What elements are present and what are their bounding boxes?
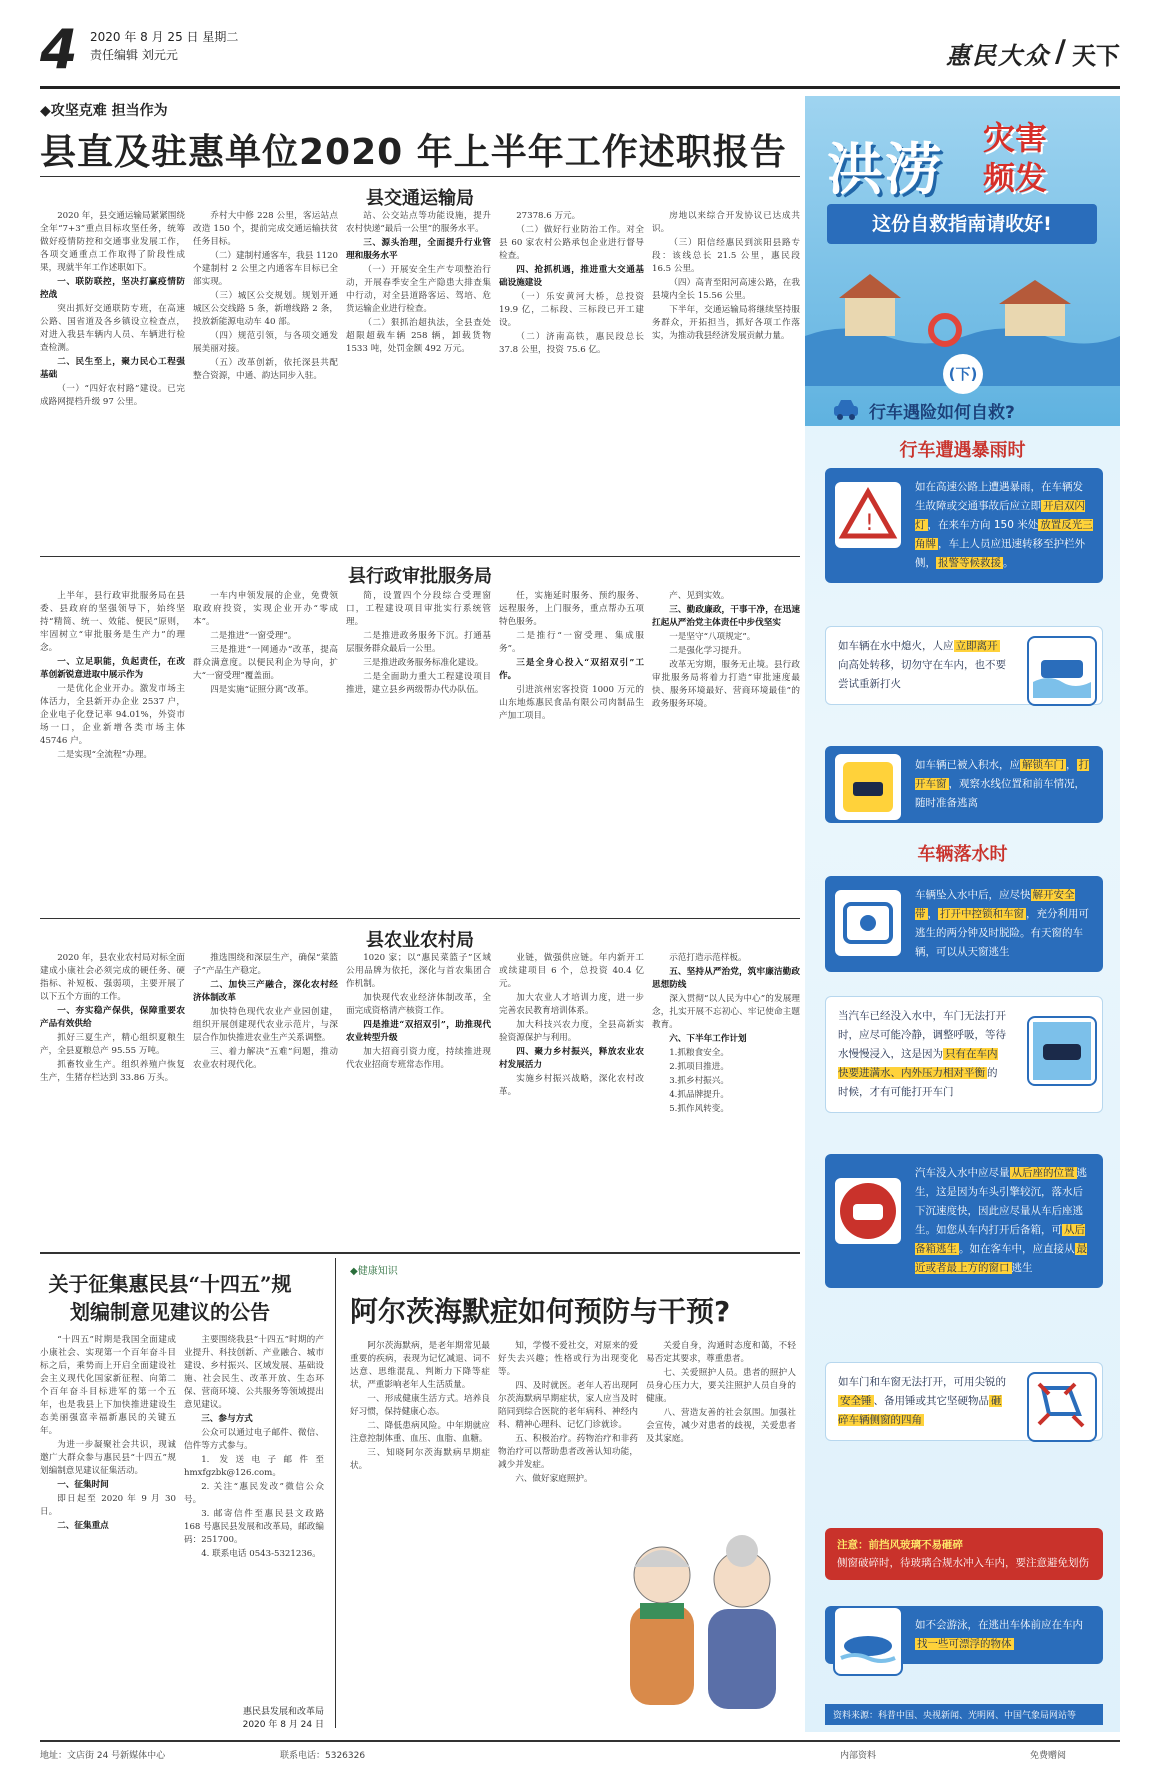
dept2-column-3 <box>346 590 491 910</box>
panel-title-side-1: 灾害 <box>983 119 1048 157</box>
paragraph: 四是实施“证照分离”改革。 <box>210 685 314 695</box>
health-kicker: ◆健康知识 <box>350 1266 398 1277</box>
warning-label: 注意：前挡风玻璃不易砸碎 <box>837 1539 963 1551</box>
svg-text:!: ! <box>865 511 874 536</box>
paragraph: 推选围绕和深层生产，确保“菜篮子”产品生产稳定。 <box>193 953 338 976</box>
tip-highlight: 开启双闪灯 <box>915 500 1085 531</box>
paragraph: 实施乡村振兴战略，深化农村改革。 <box>499 1074 644 1097</box>
paragraph: 二是推行“一窗受理、集成服务”。 <box>499 631 644 654</box>
tip-text: 的时候，才有可能打开车门 <box>838 1067 998 1098</box>
paragraph: “十四五”时期是我国全面建成小康社会、实现第一个百年奋斗目标之后，乘势而上开启全面建设社会主义现代化国家新征程、向第二个百年奋斗目标进军的第一个五年，也是我县上下加快推进建设生态美丽强富幸福新惠民的关键五年。 <box>40 1335 176 1436</box>
paragraph: 一是坚守“八项规定”。 <box>669 632 756 642</box>
paragraph: 站、公交站点等功能设施，提升农村快递“最后一公里”的服务水平。 <box>346 211 491 234</box>
tip-highlight: 打开中控锁和车窗 <box>940 908 1024 920</box>
paragraph: 一是优化企业开办。激发市场主体活力，全县新开办企业 2537 户，企业电子化登记率 94.01%，外资市场一口，企业新增各类市场主体 45746 户。 <box>40 684 185 746</box>
subheading: 四、抢抓机遇，推进重大交通基础设施建设 <box>499 265 644 288</box>
paragraph: （一）开展安全生产专项整治行动，开展春季安全生产隐患大排查集中行动，对全县道路客运、驾培、危货运输企业进行检查。 <box>346 265 491 314</box>
paragraph: 1. 发送电子邮件至 hmxfgzbk@126.com。 <box>184 1455 324 1478</box>
newspaper-brand: 惠民大众 <box>946 41 1050 70</box>
paragraph: （一）“四好农村路”建设。已完成路网提档升级 97 公里。 <box>40 384 185 407</box>
paragraph: 27378.6 万元。 <box>516 211 581 221</box>
paragraph: 一、形成健康生活方式。培养良好习惯，保持健康心态。 <box>350 1394 490 1417</box>
divider <box>40 918 800 919</box>
subheading: 二、加快三产融合，深化农村经济体制改革 <box>193 980 338 1003</box>
float-icon <box>833 1606 903 1676</box>
paragraph: （二）济南高铁，惠民段总长 37.8 公里，投资 75.6 亿。 <box>499 332 644 355</box>
tip-highlight: 放置反光三角牌 <box>915 519 1093 550</box>
paragraph: 3.抓乡村振兴。 <box>669 1076 729 1086</box>
tip-text: 汽车没入水中应尽量 <box>915 1167 1010 1179</box>
tip-text: ，充分利用可逃生的两分钟及时脱险。有天窗的车辆，可以从天窗逃生 <box>915 908 1089 958</box>
paragraph: 三、着力解决“五难”问题，推动农业农村现代化。 <box>193 1047 338 1070</box>
tip-highlight: 只有在车内快要进满水、内外压力相对平衡 <box>838 1048 998 1079</box>
footer-address: 地址：文店街 24 号新媒体中心 <box>40 1751 166 1761</box>
tip-text: 当汽车已经没入水中，车门无法打开时，应尽可能冷静，调整呼吸，等待水慢慢浸入，这是因为 <box>838 1010 1006 1060</box>
paragraph: （三）阳信经惠民到滨阳县路专段：该线总长 21.5 公里，惠民段 16.5 公里。 <box>652 238 800 274</box>
paragraph: 七、关爱照护人员。患者的照护人员身心压力大，要关注照护人员自身的健康。 <box>646 1368 796 1404</box>
dept-heading-agriculture: 县农业农村局 <box>366 930 474 951</box>
paragraph: 产、见到实效。 <box>669 591 730 601</box>
paragraph: 加大农业人才培训力度，进一步完善农民教育培训体系。 <box>499 993 644 1016</box>
tip-text: 、备用锤或其它坚硬物品 <box>873 1395 989 1407</box>
paragraph: 二是全面助力重大工程建设项目推进，建立县乡两级帮办代办队伍。 <box>346 672 491 695</box>
paragraph: 抓畜牧业生产。组织养殖户恢复生产，生猪存栏达到 33.86 万头。 <box>40 1060 185 1083</box>
safety-hammer-icon <box>1027 1372 1097 1442</box>
dept2-column-5 <box>652 590 800 910</box>
article-kicker: ◆攻坚克难 担当作为 <box>40 103 168 119</box>
divider <box>40 176 800 177</box>
paragraph: 2.抓项目推进。 <box>669 1062 729 1072</box>
subheading: 二、民生至上，聚力民心工程强基础 <box>40 357 185 380</box>
tip-highlight: 解锁车门 <box>1022 759 1064 771</box>
paragraph: （一）乐安黄河大桥，总投资 19.9 亿，二标段、三标段已开工建设。 <box>499 292 644 328</box>
paragraph: 二、降低患病风险。中年期就应注意控制体重、血压、血脂、血糖。 <box>350 1421 490 1444</box>
divider <box>40 556 800 557</box>
footer-distribution: 内部资料 <box>840 1751 877 1761</box>
paragraph: 深入贯彻“以人民为中心”的发展理念，扎实开展不忘初心、牢记使命主题教育。 <box>652 994 800 1030</box>
panel-part-label: (下) <box>943 354 983 394</box>
paragraph: （五）改革创新，依托深县共配整合资源，中通、韵达同步入驻。 <box>193 358 338 381</box>
tip-highlight: 从后备箱逃生 <box>915 1224 1085 1255</box>
subheading: 六、下半年工作计划 <box>669 1034 747 1044</box>
paragraph: 八、营造友善的社会氛围。加强社会宣传，减少对患者的歧视，关爱患者及其家庭。 <box>646 1408 796 1444</box>
panel-title-side <box>983 118 1047 198</box>
paragraph: 上半年，县行政审批服务局在县委、县政府的坚强领导下，始终坚持“精简、统一、效能、便民”原则，牢固树立“审批服务是生产力”的理念。 <box>40 591 185 653</box>
paragraph: 任，实施延时服务、预约服务、远程服务，上门服务，重点帮办五项特色服务。 <box>499 591 644 627</box>
footer-phone: 联系电话：5326326 <box>280 1751 366 1761</box>
paragraph: （二）做好行业防治工作。对全县 60 家农村公路承包企业进行督导检查。 <box>499 225 644 261</box>
paragraph: 三、知晓阿尔茨海默病早期症状。 <box>350 1448 490 1471</box>
paragraph: 2020 年，县交通运输局紧紧围绕全年“7+3”重点目标攻坚任务，统筹做好疫情防控和交通事业发展工作，各项交通重点工作取得了阶段性成果，现就半年工作述职如下。 <box>40 211 185 273</box>
house <box>1005 302 1065 336</box>
notice-signature <box>184 1704 324 1730</box>
paragraph: 二是推进“一窗受理”。 <box>210 631 297 641</box>
tip-text: ， <box>927 908 938 920</box>
subheading: 四、聚力乡村振兴，释放农业农村发展活力 <box>499 1047 644 1070</box>
subheading: 一、联防联控，坚决打赢疫情防控战 <box>40 277 185 300</box>
tip-text: ，车上人员应迅速转移至护栏外侧， <box>915 538 1085 569</box>
notice-column-1 <box>40 1334 176 1704</box>
dept3-column-4 <box>499 952 644 1242</box>
house-roof <box>839 274 901 298</box>
paragraph: 1.抓粮食安全。 <box>669 1048 729 1058</box>
section-car-in-water: 车辆落水时 <box>917 844 1008 865</box>
tip-text: 车辆坠入水中后，应尽快 <box>915 889 1031 901</box>
dept3-column-5 <box>652 952 800 1242</box>
health-title: 阿尔茨海默症如何预防与干预? <box>350 1295 731 1328</box>
dept2-column-2 <box>193 590 338 910</box>
paragraph: 加大招商引资力度，持续推进现代农业招商专班常态作用。 <box>346 1047 491 1070</box>
house <box>845 296 895 336</box>
notice-title: 关于征集惠民县“十四五”规划编制意见建议的公告 <box>48 1272 292 1324</box>
tip-highlight: 解开安全带 <box>915 889 1075 920</box>
tip-text: 向高处转移，切勿守在车内，也不要尝试重新打火 <box>838 659 1006 690</box>
paragraph: 主要围绕我县“十四五”时期的产业提升、科技创新、产业融合、城市建设、乡村振兴、区域发展、基础设施、社会民生、改革开放、生态环保、营商环境、公共服务等领域提出意见建议。 <box>184 1335 324 1410</box>
house-roof <box>999 280 1071 304</box>
tip-highlight: 安全锤 <box>840 1395 872 1407</box>
paragraph: 二是实现“全流程”办理。 <box>57 750 152 760</box>
paragraph: 引进滨州宏客投资 1000 万元的山东地炼惠民食品有限公司肉制品生产加工项目。 <box>499 685 644 721</box>
paragraph: （四）规范引领，与各项交通发展美丽对接。 <box>193 331 338 354</box>
editor: 责任编辑 刘元元 <box>90 48 178 62</box>
paragraph: 即日起至 2020 年 9 月 30 日。 <box>40 1494 176 1517</box>
article-headline: 县直及驻惠单位2020 年上半年工作述职报告 <box>40 132 787 173</box>
page-number: 4 <box>40 18 78 81</box>
paragraph: 2020 年，县农业农村局对标全面建成小康社会必须完成的硬任务、硬指标、补短板、强弱项，主要开展了以下五个方面的工作。 <box>40 953 185 1002</box>
paragraph: 下半年，交通运输局将继续坚持服务群众，开拓担当，抓好各项工作落实，为推动我县经济发展贡献力量。 <box>652 305 800 341</box>
submerged-car-icon <box>1027 1016 1097 1086</box>
paragraph: 公众可以通过电子邮件、微信、信件等方式参与。 <box>184 1428 324 1451</box>
subheading: 五、坚持从严治党，筑牢廉洁勤政思想防线 <box>652 967 800 990</box>
paragraph: 5.抓作风转变。 <box>669 1104 729 1114</box>
dept3-column-2 <box>193 952 338 1242</box>
paragraph: 一车内申领发展的企业，免费领取政府投资，实现企业开办“零成本”。 <box>193 591 338 627</box>
tip-text: 如车辆在水中熄火，人应 <box>838 640 954 652</box>
dept1-column-4 <box>499 210 644 500</box>
paragraph: 加大科技兴农力度，全县高新实验资源保护与利用。 <box>499 1020 644 1043</box>
car-interior-icon <box>833 888 903 958</box>
paragraph: 三是推进政务服务标准化建设。 <box>363 658 484 668</box>
flood-guide-panel <box>805 96 1120 1732</box>
life-buoy <box>931 316 959 344</box>
subheading: 四是推进“双招双引”，助推现代农业转型升级 <box>346 1020 491 1043</box>
panel-question: 行车遇险如何自救? <box>869 403 1015 423</box>
rear-car-icon <box>833 1176 903 1246</box>
paragraph: （二）建制村通客车，我县 1120 个建制村 2 公里之内通客车目标已全部实现。 <box>193 251 338 287</box>
subheading: 三、源头治理，全面提升行业管理和服务水平 <box>346 238 491 261</box>
elder-hair-bun <box>726 1535 758 1567</box>
dept2-column-1 <box>40 590 185 910</box>
elderly-couple-illustration <box>600 1515 810 1725</box>
health-column-3 <box>646 1340 796 1510</box>
warning-box <box>825 1528 1103 1580</box>
top-rule <box>40 86 1120 89</box>
tip-highlight: 砸碎车辆侧窗的四角 <box>838 1395 1002 1426</box>
subheading: 二、征集重点 <box>57 1521 109 1531</box>
paragraph: 二是推进政务服务下沉。打通基层服务群众最后一公里。 <box>346 631 491 654</box>
tip-text: 逃生，这是因为车头引擎较沉，落水后下沉速度快，因此应尽量从车后座逃生。如您从车内打开后备箱，可 <box>915 1167 1087 1236</box>
tip-text: 。 <box>1003 557 1014 569</box>
subheading: 三、参与方式 <box>201 1414 253 1424</box>
notice-date: 2020 年 8 月 24 日 <box>242 1720 324 1730</box>
paragraph: 六、做好家庭照护。 <box>515 1474 593 1484</box>
dept1-column-5 <box>652 210 800 500</box>
tip-text: 。如在客车中，应直接从 <box>959 1243 1075 1255</box>
paragraph: 阿尔茨海默病，是老年期常见最重要的疾病，表现为记忆减退、词不达意、思维混乱、判断力下降等症状，严重影响老年人生活质量。 <box>350 1341 490 1390</box>
panel-source: 资料来源：科普中国、央视新闻、光明网、中国气象局网站等 <box>825 1704 1103 1725</box>
elder-body <box>708 1609 776 1709</box>
paragraph: 3. 邮寄信件至惠民县文政路 168 号惠民县发展和改革局，邮政编码：251700。 <box>184 1509 324 1545</box>
paragraph: 三是推进“一网通办”改革，提高群众满意度。以便民利企为导向，扩大“一窗受理”覆盖面。 <box>193 645 338 681</box>
paragraph: 二是强化学习提升。 <box>669 646 747 656</box>
elder-hair <box>634 1550 690 1567</box>
tip-text: 如车辆已被入积水，应 <box>915 759 1020 771</box>
panel-title-main: 洪涝 <box>827 138 943 203</box>
masthead <box>0 0 1158 88</box>
paragraph: 加快特色现代农业产业园创建，组织开展创建现代农业示范片，与深层合作加快推进农业生产关系调整。 <box>193 1007 338 1043</box>
panel-title-side-2: 频发 <box>983 159 1048 197</box>
paragraph: （三）城区公交规划。规划开通城区公交线路 5 条，新增线路 2 条，投放新能源电动车 40 部。 <box>193 291 338 327</box>
notice-signer: 惠民县发展和改革局 <box>242 1707 324 1717</box>
paragraph: 乔村大中修 228 公里，客运站点改造 150 个，提前完成交通运输扶贫任务目标。 <box>193 211 338 247</box>
paragraph: 房地以来综合开发协议已达成共识。 <box>652 211 800 234</box>
paragraph: 4. 联系电话 0543-5321236。 <box>201 1549 321 1559</box>
dept1-column-3 <box>346 210 491 500</box>
subheading: 一、夯实稳产保供，保障重要农产品有效供给 <box>40 1006 185 1029</box>
paragraph: （二）狠抓治超执法，全县查处超限超载车辆 258 辆，卸载货物 1533 吨，处罚金额 492 万元。 <box>346 318 491 354</box>
panel-banner: 这份自救指南请收好! <box>827 204 1097 244</box>
dept-heading-approval: 县行政审批服务局 <box>348 566 492 587</box>
tip-text: 逃生 <box>1011 1262 1033 1274</box>
tip-text: ，在来车方向 150 米处 <box>927 519 1039 531</box>
paragraph: 2. 关注“惠民发改”微信公众号。 <box>184 1482 324 1505</box>
dept1-column-2 <box>193 210 338 500</box>
paragraph: 抓好三夏生产，精心组织夏粮生产，全县夏粮总产 95.55 万吨。 <box>40 1033 185 1056</box>
warning-triangle-icon <box>833 480 903 550</box>
dept1-column-1 <box>40 210 185 500</box>
car-icon <box>831 394 861 424</box>
health-column-1 <box>350 1340 490 1730</box>
paragraph: 4.抓品牌提升。 <box>669 1090 729 1100</box>
panel-header <box>805 96 1120 426</box>
tip-text: 如车门和车窗无法打开，可用尖锐的 <box>838 1376 1006 1388</box>
section-name: 天下 <box>1072 41 1120 70</box>
paragraph: 关爱自身，沟通时态度和蔼，不轻易否定其要求，尊重患者。 <box>646 1341 796 1364</box>
brand-separator: / <box>1055 34 1066 69</box>
tip-highlight: 立即离开 <box>955 640 998 652</box>
elder-scarf <box>640 1603 684 1619</box>
tip-highlight: 报警等候救援 <box>938 557 1001 569</box>
paragraph: 五、积极治疗。药物治疗和非药物治疗可以帮助患者改善认知功能，减少并发症。 <box>498 1434 638 1470</box>
subheading: 一、征集时间 <box>57 1480 109 1490</box>
tip-text: 如不会游泳，在逃出车体前应在车内 <box>915 1619 1083 1631</box>
paragraph: 示范打造示范样板。 <box>669 953 747 963</box>
paragraph: （四）高青至阳河高速公路，在我县境内全长 15.56 公里。 <box>652 278 800 301</box>
subheading: 一、立足职能，负起责任，在改革创新锐意进取中展示作为 <box>40 657 185 680</box>
paragraph: 改革无穷期，服务无止境。县行政审批服务局将着力打造“审批速度最快、服务环境最好、营商环境最佳”的政务服务环境。 <box>652 660 800 709</box>
notice-column-2 <box>184 1334 324 1704</box>
tip-highlight: 从后座的位置 <box>1011 1167 1075 1179</box>
dept3-column-3 <box>346 952 491 1242</box>
paragraph: 四、及时就医。老年人若出现阿尔茨海默病早期症状，家人应当及时陪同到综合医院的老年病科、神经内科、精神心理科、记忆门诊就诊。 <box>498 1381 638 1430</box>
subheading: 三是全身心投入“双招双引”工作。 <box>499 658 644 681</box>
flooded-car-icon <box>1027 636 1097 706</box>
footer-price: 免费赠阅 <box>1030 1751 1067 1761</box>
dept3-column-1 <box>40 952 185 1242</box>
dept-heading-transport: 县交通运输局 <box>366 188 474 209</box>
paragraph: 为进一步凝聚社会共识，现诚邀广大群众参与惠民县“十四五”规划编制意见建议征集活动。 <box>40 1440 176 1476</box>
column-divider <box>335 1258 336 1728</box>
tip-highlight: 找一些可漂浮的物体 <box>917 1638 1012 1650</box>
paragraph: 1020 家；以“惠民菜篮子”区域公用品牌为依托，深化与首农集团合作机制。 <box>346 953 491 989</box>
paragraph: 简，设置四个分段综合受理窗口，工程建设项目审批实行系统管理。 <box>346 591 491 627</box>
issue-date: 2020 年 8 月 25 日 星期二 <box>90 30 239 44</box>
section-heavy-rain: 行车遭遇暴雨时 <box>899 440 1026 461</box>
dept2-column-4 <box>499 590 644 910</box>
paragraph: 知，学慢不爱社交，对原来的爱好失去兴趣；性格或行为出现变化等。 <box>498 1341 638 1377</box>
paragraph: 突出抓好交通联防专班，在高速公路、国省道及各乡镇设立检查点，对进入我县车辆内人员、车辆进行检查检测。 <box>40 304 185 353</box>
tip-highlight: 打开车窗 <box>915 759 1089 790</box>
car-warning-icon <box>833 752 903 822</box>
divider <box>40 1252 800 1254</box>
tip-text: ， <box>1066 759 1077 771</box>
paragraph: 加快现代农业经济体制改革，全面完成资格清产核资工作。 <box>346 993 491 1016</box>
paragraph: 业链，做强供应链。年内新开工或续建项目 6 个，总投资 40.4 亿元。 <box>499 953 644 989</box>
tip-text: 如在高速公路上遭遇暴雨，在车辆发生故障或交通事故后应立即 <box>915 481 1083 512</box>
subheading: 三、勤政廉政，干事干净，在迅速扛起从严治党主体责任中步伐坚实 <box>652 605 800 628</box>
tip-highlight: 最近或者最上方的窗口 <box>915 1243 1087 1274</box>
warning-text: 侧窗破碎时，待玻璃合规水冲入车内，要注意避免划伤 <box>837 1557 1089 1569</box>
tip-text: ，观察水线位置和前车情况，随时准备逃离 <box>915 778 1085 809</box>
elder-body <box>630 1605 694 1705</box>
page-footer <box>40 1740 1120 1762</box>
